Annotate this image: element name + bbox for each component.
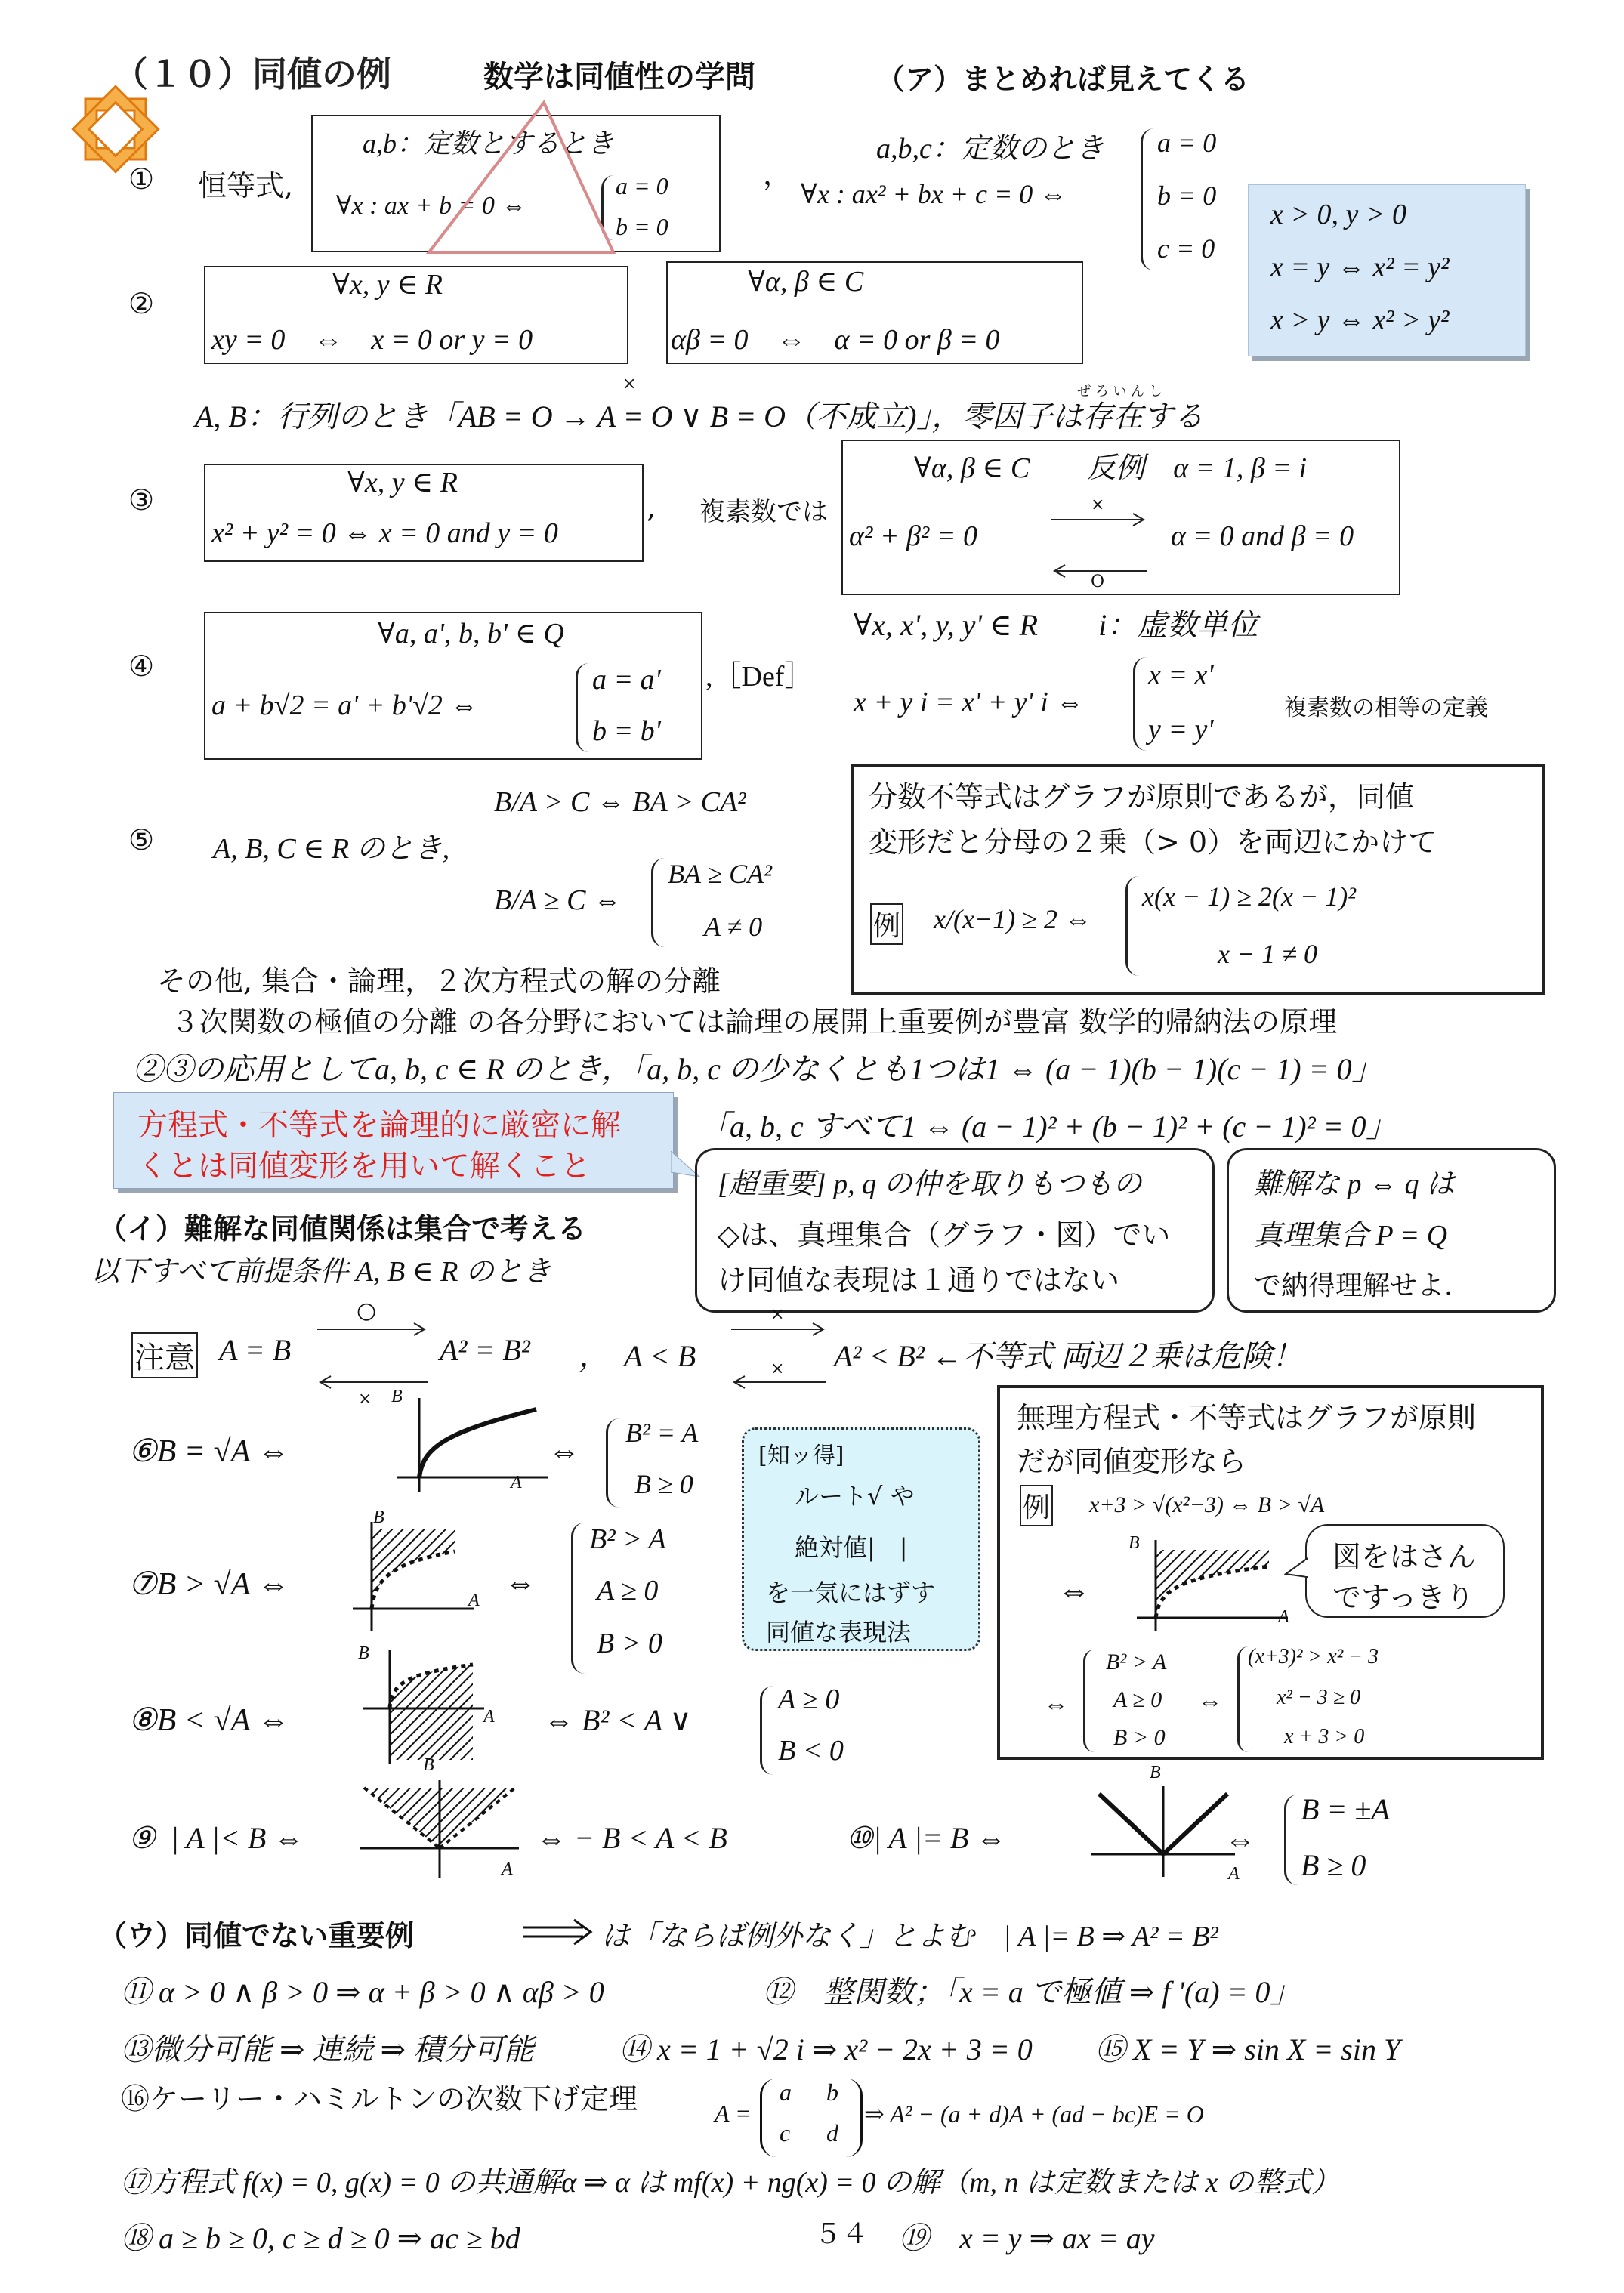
above-sqrt-a-axis: A xyxy=(468,1591,480,1610)
item-3-number: ③ xyxy=(128,483,155,517)
caution-cross-mark-2: × xyxy=(770,1305,785,1324)
identity-box-1-cond-1: a = 0 xyxy=(616,172,668,199)
zero-product-complex-top: ∀α, β ∈ C xyxy=(748,266,864,298)
item-7-number: ⑦ xyxy=(128,1567,157,1602)
caution-squares-warning: A² < B² ←不等式 両辺２乗は危険！ xyxy=(834,1339,1302,1373)
item-15: ⑮ X = Y ⇒ sin X = sin Y xyxy=(1095,2032,1401,2066)
fraction-example-cond-1: x(x − 1) ≥ 2(x − 1)² xyxy=(1142,881,1357,912)
above-sqrt-b-axis: B xyxy=(373,1508,384,1527)
fraction-inequality-1: B/A > C ⇔ BA > CA² xyxy=(494,786,746,818)
complex-note: 複素数では xyxy=(699,497,828,527)
below-sqrt-b-axis: B xyxy=(358,1643,369,1663)
identity-box-1-left: ∀x : ax + b = 0 ⇔ xyxy=(336,192,527,220)
truth-set-note-1: [超重要] p, q の仲を取りもつもの xyxy=(718,1168,1142,1200)
identity-2-cond-1: a = 0 xyxy=(1157,128,1217,158)
square-equivalence-line-3: x > y ⇔ x² > y² xyxy=(1270,304,1450,336)
item-17: ⑰方程式 f(x) = 0, g(x) = 0 の共通解α ⇒ α は mf(x) + ng(x) = 0 の解（m, n は定数または x の整式） xyxy=(121,2167,1340,2199)
caution-a-less-b: ， A < B xyxy=(579,1339,696,1373)
truth-set-equal-1: 難解な p ⇔ q は xyxy=(1254,1168,1456,1200)
item-10-iff: ⇔ xyxy=(1225,1822,1255,1856)
identity-2-brace xyxy=(1141,128,1155,270)
item-5-number: ⑤ xyxy=(128,823,155,856)
fraction-example-left: x/(x−1) ≥ 2 ⇔ xyxy=(934,904,1091,934)
irrational-iff: ⇔ xyxy=(1057,1572,1091,1609)
irrational-a-axis: A xyxy=(1278,1607,1289,1627)
item-16-matrix xyxy=(760,2079,863,2157)
complex-equality-cond-2: y = y' xyxy=(1148,714,1214,745)
section-c-heading: （ウ）同値でない重要例 xyxy=(98,1919,415,1952)
fraction-inequality-lead: A, B, C ∈ R のとき, xyxy=(213,833,450,865)
triangle-icon xyxy=(423,97,619,258)
speech-bubble-tail-icon xyxy=(1284,1557,1310,1580)
complex-equality-left: x + y i = x' + y' i ⇔ xyxy=(854,687,1085,718)
misc-line-2: ３次関数の極値の分離 の各分野においては論理の展開上重要例が豊富 数学的帰納法の原理 xyxy=(171,1005,1338,1038)
item-8-lhs xyxy=(128,1701,289,1739)
above-sqrt-region-icon xyxy=(349,1518,477,1639)
root-abs-tip-3: 絶対値| | xyxy=(795,1533,908,1562)
item-10-cond-2: B ≥ 0 xyxy=(1301,1848,1366,1882)
complex-equality-cond-1: x = x' xyxy=(1148,659,1214,691)
item-7-cond-3: B > 0 xyxy=(597,1628,662,1659)
item-18: ⑱ a ≥ b ≥ 0, c ≥ d ≥ 0 ⇒ ac ≥ bd xyxy=(121,2221,520,2255)
square-equivalence-line-1: x > 0, y > 0 xyxy=(1270,199,1407,230)
speech-bubble-text-1: 図をはさん xyxy=(1332,1540,1477,1573)
root-abs-tip-2: ルート√ や xyxy=(795,1482,915,1511)
item-7-equation: B > √A ⇔ xyxy=(156,1567,290,1602)
irrational-example-label: 例 xyxy=(1020,1485,1053,1526)
item-8-cond-2: B < 0 xyxy=(778,1735,844,1767)
item-12: ⑫ 整関数；「x = a で極値 ⇒ f '(a) = 0」 xyxy=(763,1975,1301,2009)
truth-set-equal-3: で納得理解せよ. xyxy=(1254,1270,1453,1301)
item-3-comma: , xyxy=(647,491,656,524)
item-6-cond-1: B² = A xyxy=(625,1418,699,1448)
abs-less-region-icon xyxy=(357,1776,523,1882)
implication-ok-mark: O xyxy=(1091,572,1105,591)
root-abs-tip-4: を一気にはずす xyxy=(766,1579,936,1607)
truth-set-equal-2: 真理集合 P = Q xyxy=(1254,1220,1448,1251)
strict-solution-text-1: 方程式・不等式を論理的に厳密に解 xyxy=(137,1108,621,1143)
square-equivalence-line-2: x = y ⇔ x² = y² xyxy=(1270,252,1450,283)
caution-a-equals-b: A = B xyxy=(219,1333,292,1367)
item-6-equation: B = √A ⇔ xyxy=(156,1434,290,1469)
irrational-detail-1: (x+3)² > x² − 3 xyxy=(1248,1645,1379,1668)
sum-squares-complex-top: ∀α, β ∈ C 反例 α = 1, β = i xyxy=(914,452,1307,484)
identity-2-cond-3: c = 0 xyxy=(1157,233,1215,264)
item-7-lhs xyxy=(128,1565,289,1603)
abs-equal-graph-icon xyxy=(1088,1782,1239,1881)
irrational-cond-1: B² > A xyxy=(1106,1650,1167,1674)
item-7-iff: ⇔ xyxy=(505,1566,536,1600)
page-title: （１０）同値の例 xyxy=(113,54,391,94)
zero-product-complex-bottom: αβ = 0 ⇔ α = 0 or β = 0 xyxy=(671,324,1000,356)
root-abs-tip-5: 同値な表現法 xyxy=(766,1618,912,1646)
identity-box-1-cond-2: b = 0 xyxy=(616,213,668,240)
section-c-description: は「ならば例外なく」とよむ | A |= B ⇒ A² = B² xyxy=(601,1921,1218,1952)
item-16-matrix-b: b xyxy=(826,2079,838,2106)
item-9-lhs xyxy=(128,1820,304,1856)
identity-box-1-top: a,b：定数とするとき xyxy=(363,128,615,159)
fraction-example-cond-2: x − 1 ≠ 0 xyxy=(1218,939,1318,969)
irrational-bottom-iff-1: ⇔ xyxy=(1044,1690,1068,1717)
sum-squares-real-top: ∀x, y ∈ R xyxy=(347,467,458,498)
section-a-heading: （ア）まとめれば見えてくる xyxy=(876,63,1250,96)
fraction-inequality-2: B/A ≥ C ⇔ xyxy=(494,884,622,916)
caution-ok-mark: ○ xyxy=(357,1298,377,1324)
irrational-cond-3: B > 0 xyxy=(1113,1725,1166,1750)
below-sqrt-region-icon xyxy=(360,1646,488,1767)
item-8-rhs: ⇔ B² < A ∨ xyxy=(544,1703,692,1737)
item-19: ⑲ x = y ⇒ ax = ay xyxy=(899,2221,1155,2255)
ruby-zero-divisor: ぜ ろ い ん し xyxy=(1077,384,1162,400)
star-logo-icon xyxy=(59,73,172,186)
sum-squares-real-bottom: x² + y² = 0 ⇔ x = 0 and y = 0 xyxy=(211,517,558,549)
caution-a2-equals-b2: A² = B² xyxy=(440,1333,530,1367)
sum-squares-complex-right: α = 0 and β = 0 xyxy=(1171,520,1354,552)
caution-right-arrow-icon xyxy=(316,1320,429,1338)
caution-right-arrow-2-icon xyxy=(730,1320,828,1338)
fraction-inequality-cond-2: A ≠ 0 xyxy=(704,912,763,942)
item-16-label: ⑯ケーリー・ハミルトンの次数下げ定理 xyxy=(121,2082,638,2116)
item-2-number: ② xyxy=(128,287,155,320)
fraction-example-label: 例 xyxy=(870,903,903,945)
item-9-equation: | A |< B ⇔ xyxy=(170,1821,304,1855)
item-6-iff: ⇔ xyxy=(548,1434,580,1469)
strict-solution-text-2: くとは同値変形を用いて解くこと xyxy=(137,1149,591,1184)
item-7-brace xyxy=(571,1523,585,1674)
item-11: ⑪ α > 0 ∧ β > 0 ⇒ α + β > 0 ∧ αβ > 0 xyxy=(121,1975,604,2009)
item-1-number: ① xyxy=(128,162,155,196)
irrational-method-text-2: だが同値変形なら xyxy=(1017,1445,1247,1478)
implication-cross-mark: × xyxy=(1091,495,1105,514)
item-6-cond-2: B ≥ 0 xyxy=(634,1469,693,1499)
item-10-lhs xyxy=(846,1820,1006,1856)
irrational-b-axis: B xyxy=(1128,1533,1140,1553)
double-arrow-icon xyxy=(521,1918,594,1946)
item-16-matrix-lhs: A = xyxy=(715,2100,752,2127)
fraction-example-brace xyxy=(1125,876,1140,976)
item-8-number: ⑧ xyxy=(128,1703,157,1738)
irrational-detail-3: x + 3 > 0 xyxy=(1284,1725,1365,1748)
complex-equality-note: 複素数の相等の定義 xyxy=(1284,695,1488,721)
irrational-bottom-iff-2: ⇔ xyxy=(1198,1687,1222,1714)
page-number: ５４ xyxy=(814,2219,869,2250)
item-7-cond-2: A ≥ 0 xyxy=(597,1575,659,1606)
item-8-equation: B < √A ⇔ xyxy=(156,1703,290,1738)
fraction-inequality-brace xyxy=(651,858,665,947)
item-4-number: ④ xyxy=(128,650,155,683)
rational-equality-cond-2: b = b' xyxy=(592,715,661,747)
complex-equality-top: ∀x, x', y, y' ∈ R i：虚数単位 xyxy=(854,608,1258,642)
irrational-cond-2: A ≥ 0 xyxy=(1113,1687,1162,1712)
misc-line-1: その他, 集合・論理，２次方程式の解の分離 xyxy=(157,964,721,998)
abs-less-b-axis: B xyxy=(423,1755,434,1775)
sum-squares-complex-left: α² + β² = 0 xyxy=(849,520,977,552)
caution-label: 注意 xyxy=(131,1332,198,1378)
item-8-cond-1: A ≥ 0 xyxy=(778,1683,840,1715)
speech-bubble-text-2: ですっきり xyxy=(1332,1581,1474,1614)
item-16-rhs: ⇒ A² − (a + d)A + (ad − bc)E = O xyxy=(864,2100,1204,2128)
fraction-method-text-2: 変形だと分母の２乗（> 0）を両辺にかけて xyxy=(869,826,1437,859)
item-9-rhs: ⇔ − B < A < B xyxy=(536,1821,727,1855)
caution-cross-mark-3: × xyxy=(770,1359,785,1378)
matrix-cross-mark: × xyxy=(622,375,637,393)
fraction-inequality-cond-1: BA ≥ CA² xyxy=(668,859,772,889)
caution-cross-mark-1: × xyxy=(358,1390,372,1409)
zero-product-real-bottom: xy = 0 ⇔ x = 0 or y = 0 xyxy=(211,324,533,356)
item-9-number: ⑨ xyxy=(128,1821,156,1855)
item-10-number: ⑩ xyxy=(846,1821,873,1855)
root-abs-tip-1: [知ッ得] xyxy=(758,1443,844,1469)
item-16-matrix-a: a xyxy=(780,2079,792,2106)
irrational-region-icon xyxy=(1133,1536,1292,1634)
rational-equality-left: a + b√2 = a' + b'√2 ⇔ xyxy=(211,690,479,721)
rational-equality-brace xyxy=(576,663,590,752)
item-6-brace xyxy=(606,1418,620,1508)
irrational-brace-2 xyxy=(1237,1646,1249,1752)
item-16-matrix-c: c xyxy=(780,2119,791,2146)
rational-equality-cond-1: a = a' xyxy=(592,664,661,696)
page-subtitle: 数学は同値性の学問 xyxy=(483,60,755,94)
identity-2-left: ∀x : ax² + bx + c = 0 ⇔ xyxy=(801,179,1067,209)
abs-less-a-axis: A xyxy=(502,1859,513,1879)
item-10-brace xyxy=(1284,1795,1298,1885)
sqrt-graph-b-axis: B xyxy=(391,1387,403,1406)
below-sqrt-a-axis: A xyxy=(483,1707,495,1727)
item-8-brace xyxy=(760,1686,774,1775)
misc-line-3: ②③の応用としてa, b, c ∈ R のとき，「a, b, c の少なくとも1つは1 ⇔ (a − 1)(b − 1)(c − 1) = 0」 xyxy=(133,1052,1382,1086)
right-arrow-icon xyxy=(1050,511,1148,529)
item-10-cond-1: B = ±A xyxy=(1301,1792,1390,1826)
irrational-detail-2: x² − 3 ≥ 0 xyxy=(1277,1686,1361,1709)
matrix-zero-divisor-line: A, B：行列のとき「AB = O → A = O ∨ B = O（不成立)」，零因子は存在する xyxy=(195,400,1204,434)
item-6-lhs xyxy=(128,1432,289,1470)
identity-2-top: a,b,c：定数のとき xyxy=(876,133,1104,165)
item-13: ⑬微分可能 ⇒ 連続 ⇒ 積分可能 xyxy=(121,2032,535,2066)
misc-line-4: 「a, b, c すべて1 ⇔ (a − 1)² + (b − 1)² + (c − 1)² = 0」 xyxy=(699,1109,1397,1143)
section-b-premise: 以下すべて前提条件 A, B ∈ R のとき xyxy=(91,1256,552,1288)
truth-set-note-2: ◇は、真理集合（グラフ・図）でい xyxy=(718,1218,1171,1251)
fraction-method-text-1: 分数不等式はグラフが原則であるが，同値 xyxy=(869,780,1415,813)
irrational-method-text-1: 無理方程式・不等式はグラフが原則 xyxy=(1017,1401,1477,1434)
section-b-heading: （イ）難解な同値関係は集合で考える xyxy=(98,1212,587,1245)
abs-equal-a-axis: A xyxy=(1228,1864,1240,1884)
item-14: ⑭ x = 1 + √2 i ⇒ x² − 2x + 3 = 0 xyxy=(619,2032,1033,2066)
abs-equal-b-axis: B xyxy=(1150,1763,1161,1782)
irrational-example-equation: x+3 > √(x²−3) ⇔ B > √A xyxy=(1089,1492,1325,1517)
zero-product-real-top: ∀x, y ∈ R xyxy=(332,269,443,301)
complex-equality-brace xyxy=(1133,657,1147,751)
definition-tag: ,［Def］ xyxy=(705,661,814,693)
truth-set-note-3: け同値な表現は１通りではない xyxy=(718,1264,1120,1297)
irrational-brace-1 xyxy=(1083,1650,1095,1752)
item-1-label: 恒等式, xyxy=(198,169,294,202)
item-1-comma: ， xyxy=(763,158,792,191)
sqrt-graph-icon xyxy=(385,1394,551,1508)
sqrt-graph-a-axis: A xyxy=(511,1473,522,1492)
item-16-matrix-d: d xyxy=(826,2119,838,2146)
rational-equality-top: ∀a, a', b, b' ∈ Q xyxy=(378,618,564,650)
item-6-number: ⑥ xyxy=(128,1434,157,1469)
identity-2-cond-2: b = 0 xyxy=(1157,181,1217,211)
item-7-cond-1: B² > A xyxy=(589,1523,666,1555)
caution-left-arrow-icon xyxy=(316,1373,429,1391)
item-10-equation: | A |= B ⇔ xyxy=(872,1821,1007,1855)
